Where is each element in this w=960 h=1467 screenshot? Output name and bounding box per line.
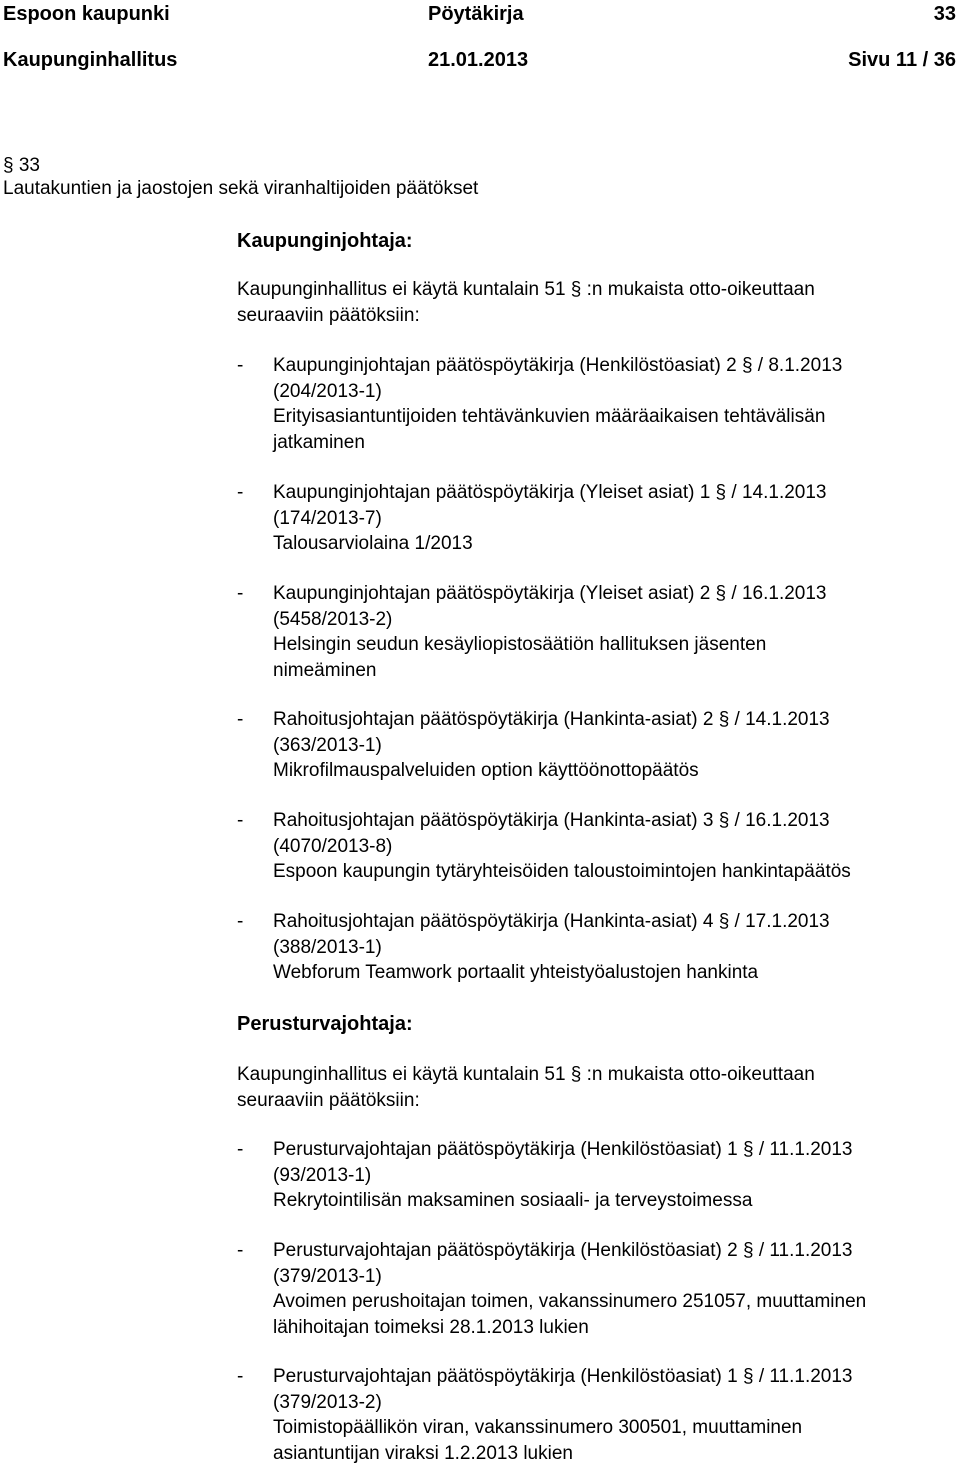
meeting-number: 33 — [933, 3, 956, 25]
item-title: Perusturvajohtajan päätöspöytäkirja (Henkilöstöasiat) 1 § / 11.1.2013 — [273, 1366, 853, 1387]
item-desc-cont: asiantuntijan viraksi 1.2.2013 lukien — [273, 1442, 573, 1464]
decision-item — [237, 808, 959, 885]
item-dash: - — [237, 1240, 244, 1261]
header-row-2 — [3, 48, 956, 74]
decision-item — [237, 1137, 959, 1214]
item-dash: - — [237, 911, 244, 932]
decision-item — [237, 1364, 959, 1466]
item-title: Kaupunginjohtajan päätöspöytäkirja (Henkilöstöasiat) 2 § / 8.1.2013 — [273, 355, 843, 376]
item-desc: Talousarviolaina 1/2013 — [273, 533, 473, 554]
item-desc: Avoimen perushoitajan toimen, vakanssinumero 251057, muuttaminen — [273, 1291, 867, 1312]
item-title: Perusturvajohtajan päätöspöytäkirja (Henkilöstöasiat) 1 § / 11.1.2013 — [273, 1139, 853, 1160]
item-dash: - — [237, 482, 244, 503]
decision-item — [237, 1238, 959, 1340]
item-title: Rahoitusjohtajan päätöspöytäkirja (Hankinta-asiat) 2 § / 14.1.2013 — [273, 709, 830, 730]
item-dash: - — [237, 709, 244, 730]
body-name: Kaupunginhallitus — [3, 49, 178, 71]
item-ref: (4070/2013-8) — [273, 835, 393, 857]
item-ref: (5458/2013-2) — [273, 608, 393, 630]
item-ref: (204/2013-1) — [273, 380, 382, 402]
item-desc: Erityisasiantuntijoiden tehtävänkuvien määräaikaisen tehtävälisän — [273, 406, 826, 427]
item-dash: - — [237, 355, 244, 376]
part1-intro-line2: seuraaviin päätöksiin: — [237, 304, 420, 326]
decision-item — [237, 480, 959, 557]
item-desc-cont: jatkaminen — [273, 431, 365, 453]
item-desc: Espoon kaupungin tytäryhteisöiden taloustoimintojen hankintapäätös — [273, 861, 851, 882]
part1-intro-line1: Kaupunginhallitus ei käytä kuntalain 51 § :n mukaista otto-oikeuttaan — [237, 279, 815, 300]
item-dash: - — [237, 810, 244, 831]
section-title: Lautakuntien ja jaostojen sekä viranhaltijoiden päätökset — [3, 178, 479, 199]
item-dash: - — [237, 1139, 244, 1160]
decision-item — [237, 581, 959, 683]
page-number: Sivu 11 / 36 — [848, 49, 956, 71]
item-ref: (388/2013-1) — [273, 936, 382, 958]
item-title: Rahoitusjohtajan päätöspöytäkirja (Hankinta-asiat) 3 § / 16.1.2013 — [273, 810, 830, 831]
item-desc: Helsingin seudun kesäyliopistosäätiön hallituksen jäsenten — [273, 634, 767, 655]
item-desc: Webforum Teamwork portaalit yhteistyöalustojen hankinta — [273, 962, 759, 983]
decision-item — [237, 707, 959, 784]
item-desc: Mikrofilmauspalveluiden option käyttöönottopäätös — [273, 760, 699, 781]
part1-heading: Kaupunginjohtaja: — [237, 230, 413, 252]
header-row-1 — [3, 2, 956, 28]
org-name: Espoon kaupunki — [3, 3, 170, 25]
item-ref: (379/2013-1) — [273, 1265, 382, 1287]
item-desc-cont: nimeäminen — [273, 659, 377, 681]
item-title: Perusturvajohtajan päätöspöytäkirja (Henkilöstöasiat) 2 § / 11.1.2013 — [273, 1240, 853, 1261]
doc-type: Pöytäkirja — [428, 3, 524, 25]
decision-item — [237, 353, 959, 455]
item-desc-cont: lähihoitajan toimeksi 28.1.2013 lukien — [273, 1316, 589, 1338]
item-title: Kaupunginjohtajan päätöspöytäkirja (Yleiset asiat) 2 § / 16.1.2013 — [273, 583, 827, 604]
part2-intro — [237, 1062, 957, 1113]
section-number: § 33 — [3, 155, 40, 176]
item-ref: (363/2013-1) — [273, 734, 382, 756]
item-desc: Rekrytointilisän maksaminen sosiaali- ja terveystoimessa — [273, 1190, 753, 1211]
meeting-date: 21.01.2013 — [428, 49, 529, 71]
decision-item — [237, 909, 959, 986]
item-title: Kaupunginjohtajan päätöspöytäkirja (Yleiset asiat) 1 § / 14.1.2013 — [273, 482, 827, 503]
part2-intro-line1: Kaupunginhallitus ei käytä kuntalain 51 § :n mukaista otto-oikeuttaan — [237, 1064, 815, 1085]
item-ref: (93/2013-1) — [273, 1164, 372, 1186]
item-title: Rahoitusjohtajan päätöspöytäkirja (Hankinta-asiat) 4 § / 17.1.2013 — [273, 911, 830, 932]
item-dash: - — [237, 583, 244, 604]
part2-heading: Perusturvajohtaja: — [237, 1013, 413, 1035]
part1-intro — [237, 277, 957, 328]
item-ref: (174/2013-7) — [273, 507, 382, 529]
part2-intro-line2: seuraaviin päätöksiin: — [237, 1089, 420, 1111]
item-dash: - — [237, 1366, 244, 1387]
item-desc: Toimistopäällikön viran, vakanssinumero 300501, muuttaminen — [273, 1417, 803, 1438]
item-ref: (379/2013-2) — [273, 1391, 382, 1413]
